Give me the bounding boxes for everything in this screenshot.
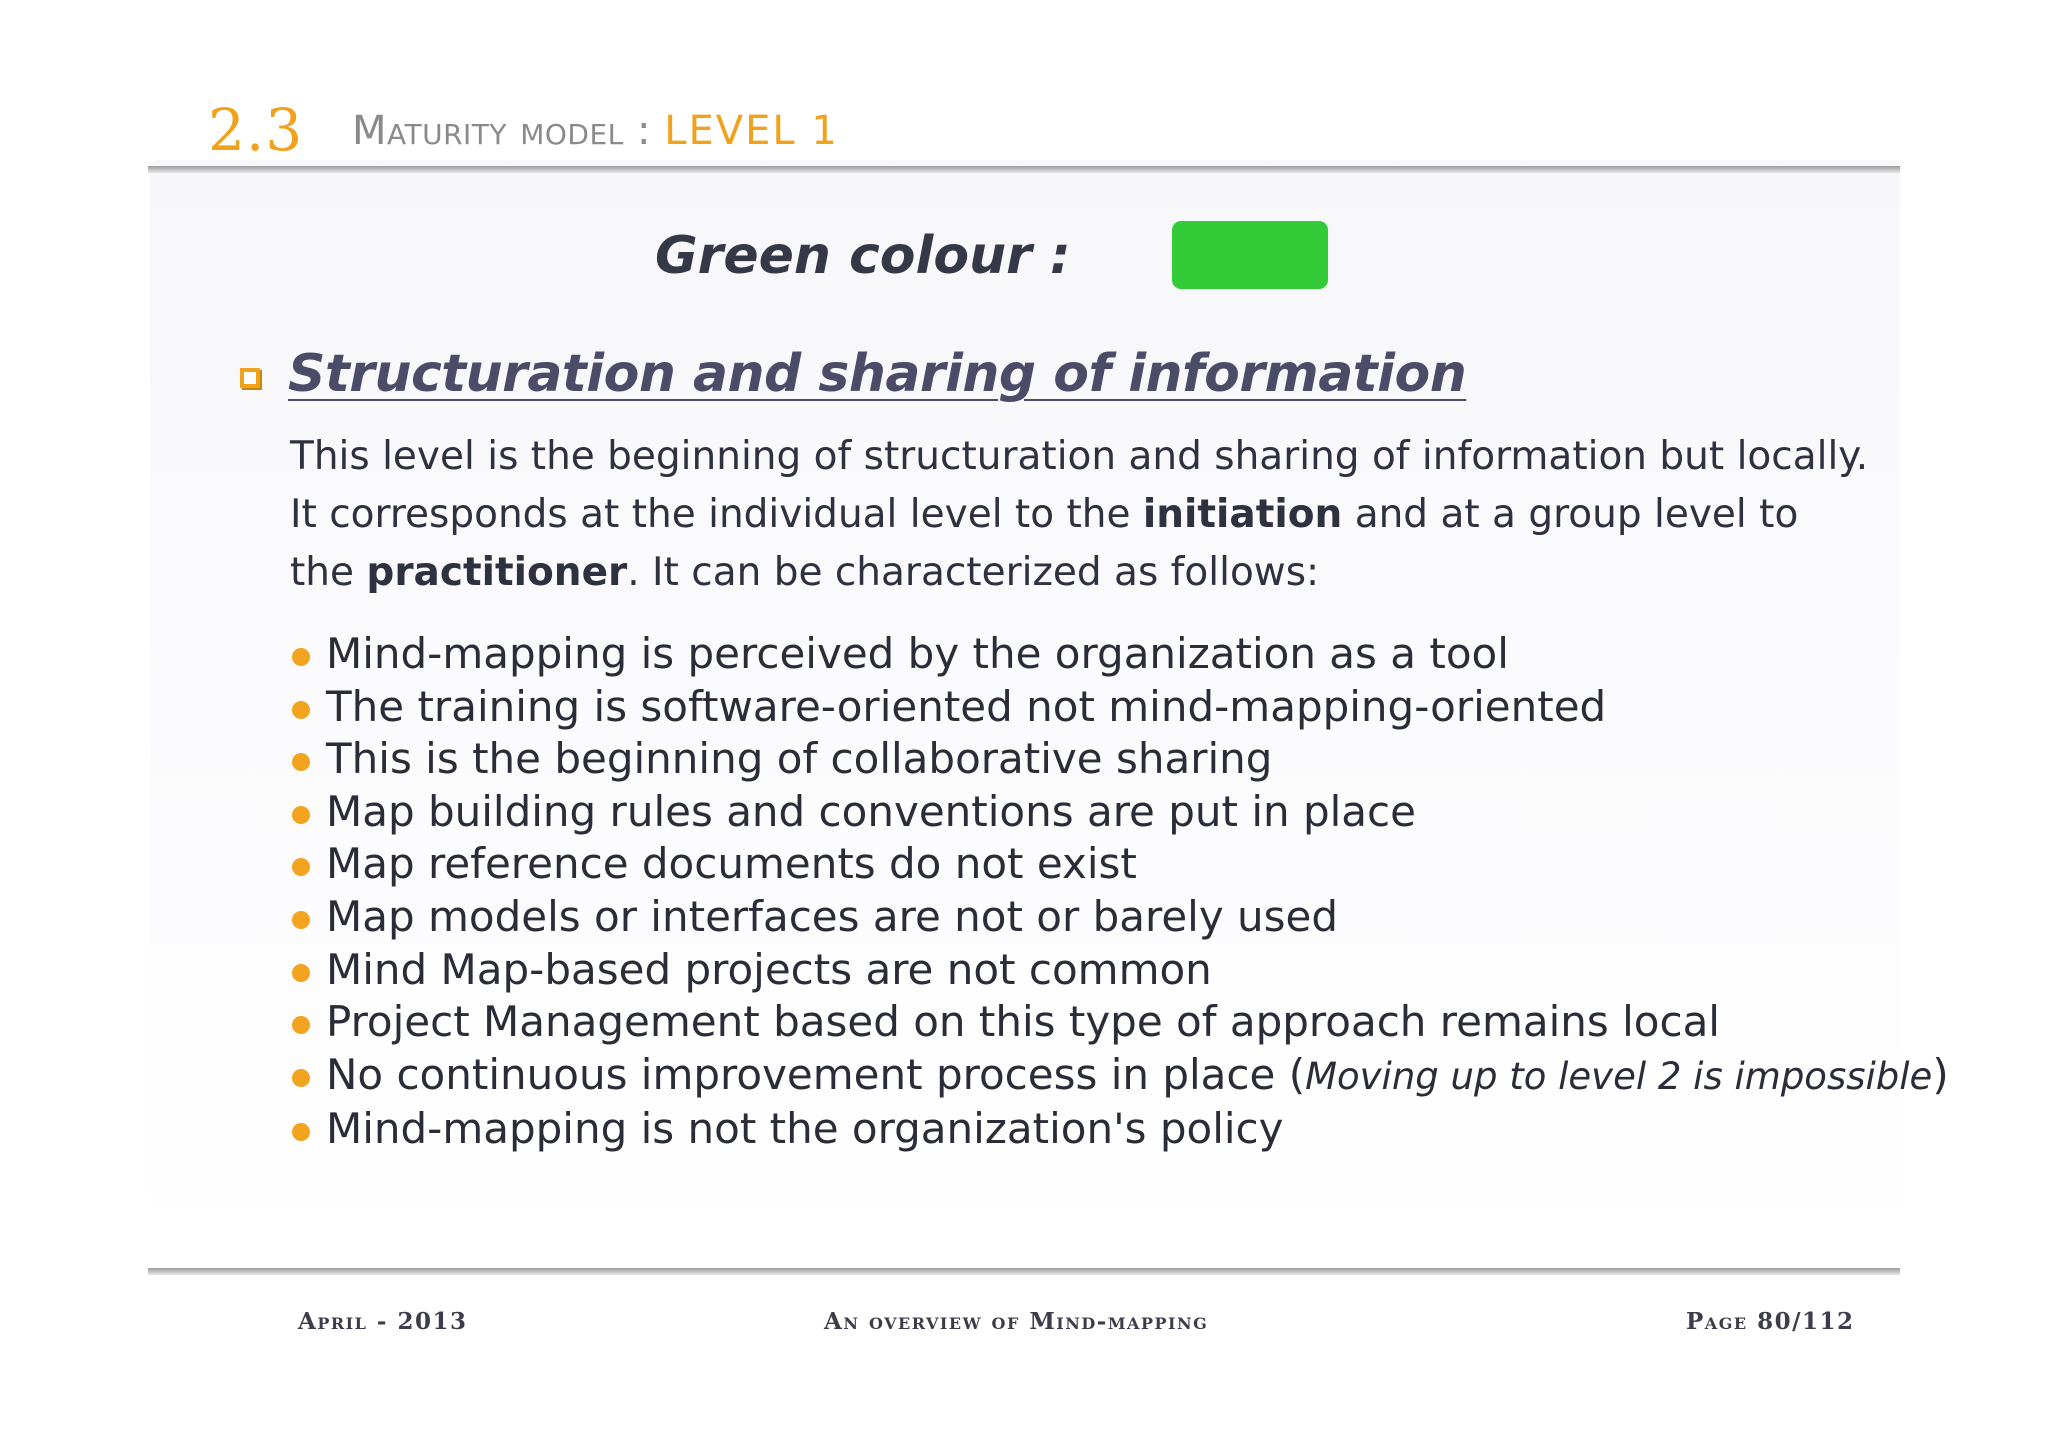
- bullet-dot-icon: [292, 1123, 310, 1141]
- paragraph-text-3: . It can be characterized as follows:: [627, 550, 1320, 595]
- bullet-dot-icon: [292, 753, 310, 771]
- list-item-note: Moving up to level 2 is impossible: [1305, 1054, 1933, 1098]
- bullet-dot-icon: [292, 911, 310, 929]
- list-item-text: Map reference documents do not exist: [326, 839, 1137, 889]
- list-item: [290, 891, 1890, 944]
- paragraph-text-1: This level is the beginning of structuration and sharing of information but locally. It corresponds at the individual level to the: [290, 434, 1869, 537]
- header-divider: [148, 166, 1900, 173]
- list-item-text: Project Management based on this type of approach remains local: [326, 997, 1720, 1047]
- bullet-dot-icon: [292, 964, 310, 982]
- checkbox-bullet-icon: [240, 368, 260, 388]
- footer-date: April - 2013: [298, 1308, 468, 1335]
- list-item: [290, 681, 1890, 734]
- list-item: [290, 944, 1890, 997]
- bullet-dot-icon: [292, 1069, 310, 1087]
- footer-page-number: Page 80/112: [1686, 1308, 1855, 1335]
- paragraph-bold-initiation: initiation: [1142, 492, 1343, 537]
- list-item: [290, 1049, 1949, 1104]
- colour-label: Green colour :: [655, 226, 1071, 286]
- list-item-text: Map building rules and conventions are put in place: [326, 786, 1416, 836]
- characteristics-list: [290, 628, 1949, 1156]
- page-title-level: LEVEL 1: [664, 108, 839, 154]
- list-item: [290, 1103, 1890, 1156]
- list-item-text: The training is software-oriented not mind-mapping-oriented: [326, 681, 1607, 731]
- list-item-text: This is the beginning of collaborative sharing: [326, 734, 1273, 784]
- page-title: [352, 108, 839, 154]
- section-paragraph: [290, 428, 1870, 602]
- list-item: [290, 628, 1890, 681]
- list-item: [290, 786, 1890, 839]
- list-item-text: No continuous improvement process in place (: [326, 1049, 1306, 1099]
- bullet-dot-icon: [292, 1016, 310, 1034]
- list-item: [290, 733, 1890, 786]
- bullet-dot-icon: [292, 806, 310, 824]
- bullet-dot-icon: [292, 858, 310, 876]
- list-item-note-close: ): [1932, 1049, 1949, 1099]
- paragraph-bold-practitioner: practitioner: [366, 550, 628, 595]
- list-item: [290, 996, 1890, 1049]
- list-item: [290, 838, 1890, 891]
- footer-document-title: An overview of Mind-mapping: [824, 1308, 1209, 1335]
- list-item-text: Mind-mapping is not the organization's policy: [326, 1104, 1284, 1154]
- list-item-text: Map models or interfaces are not or barely used: [326, 891, 1339, 941]
- section-heading: Structuration and sharing of information: [288, 344, 1467, 404]
- page-title-text: Maturity model :: [352, 108, 665, 154]
- footer-divider: [148, 1268, 1900, 1275]
- bullet-dot-icon: [292, 648, 310, 666]
- paragraph-text-2: and at a group level to the: [290, 492, 1799, 595]
- green-colour-swatch: [1172, 221, 1328, 289]
- section-number: 2.3: [208, 96, 304, 164]
- list-item-text: Mind-mapping is perceived by the organization as a tool: [326, 629, 1509, 678]
- list-item-text: Mind Map-based projects are not common: [326, 944, 1212, 994]
- bullet-dot-icon: [292, 701, 310, 719]
